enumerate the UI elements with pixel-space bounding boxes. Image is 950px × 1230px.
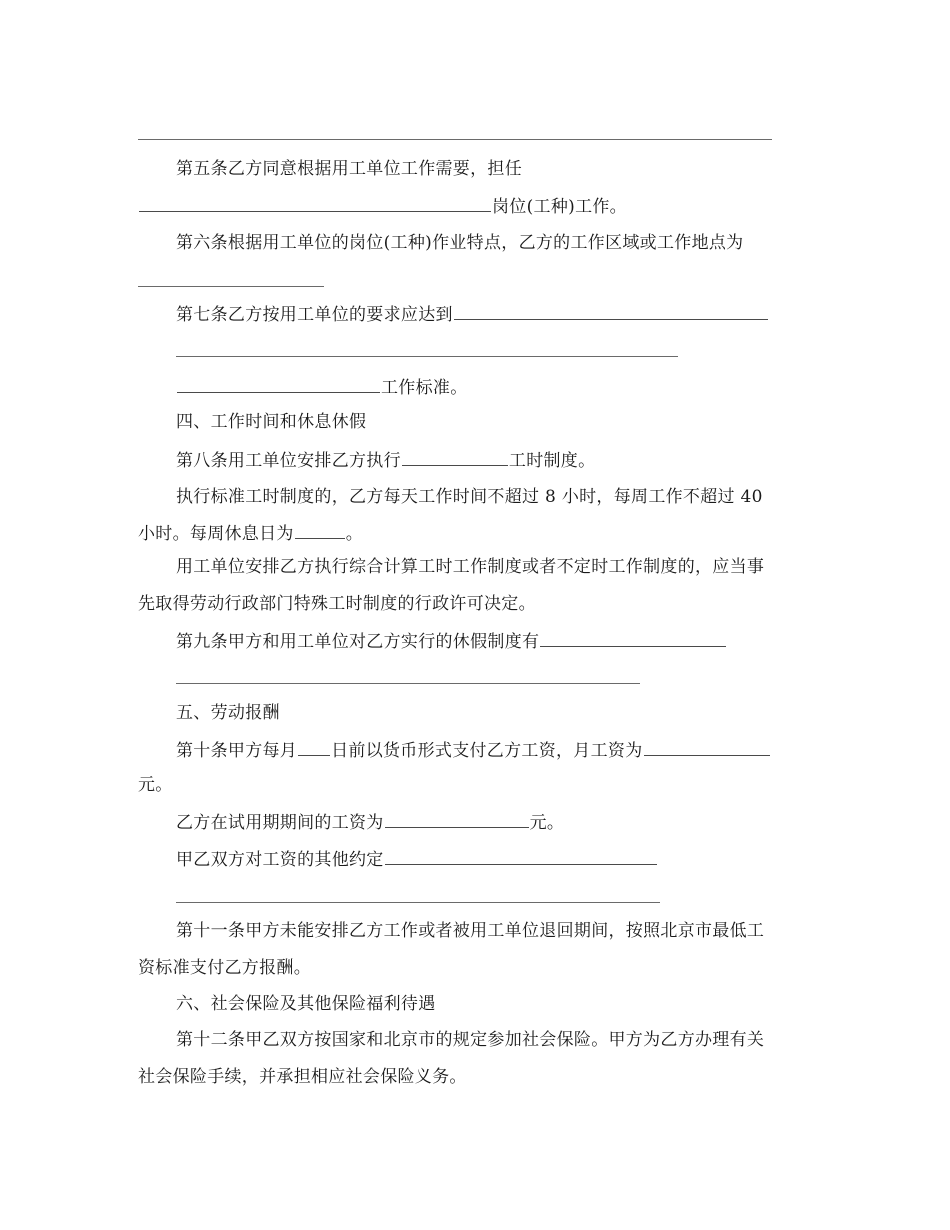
fill-in-rule — [138, 286, 324, 287]
fill-in-rule — [176, 356, 678, 357]
fill-in-blank — [385, 848, 657, 865]
article-10-line-2: 元。 — [138, 775, 173, 795]
article-10-line-1 — [176, 739, 771, 762]
article-7-line-1 — [176, 303, 769, 326]
fill-in-rule — [138, 139, 772, 140]
article-5-text: 岗位(工种)工作。 — [492, 197, 627, 217]
flexible-hours-line-1: 用工单位安排乙方执行综合计算工时工作制度或者不定时工作制度的，应当事 — [176, 557, 765, 577]
article-10-text-a: 第十条甲方每月 — [176, 741, 298, 761]
standard-hours-line-2 — [138, 522, 363, 545]
other-wage-text: 甲乙双方对工资的其他约定 — [176, 850, 384, 870]
section-6-heading: 六、社会保险及其他保险福利待遇 — [176, 994, 436, 1014]
article-6-line-1: 第六条根据用工单位的岗位(工种)作业特点，乙方的工作区域或工作地点为 — [176, 233, 744, 253]
fill-in-blank — [385, 811, 529, 828]
article-9-text: 第九条甲方和用工单位对乙方实行的休假制度有 — [176, 632, 540, 652]
section-4-heading: 四、工作时间和休息休假 — [176, 412, 367, 432]
fill-in-rule — [176, 902, 660, 903]
article-8-end-text: 工时制度。 — [508, 451, 596, 471]
article-11-line-2: 资标准支付乙方报酬。 — [138, 958, 311, 978]
article-7-line-3 — [176, 376, 468, 399]
section-5-heading: 五、劳动报酬 — [176, 703, 280, 723]
fill-in-blank — [402, 449, 508, 466]
flexible-hours-line-2: 先取得劳动行政部门特殊工时制度的行政许可决定。 — [138, 594, 536, 614]
fill-in-blank — [139, 195, 491, 212]
fill-in-blank — [644, 739, 770, 756]
fill-in-blank — [540, 630, 726, 647]
article-8-text: 第八条用工单位安排乙方执行 — [176, 451, 401, 471]
article-5-line-2 — [138, 195, 627, 218]
probation-wage-line — [176, 811, 564, 834]
fill-in-blank — [298, 739, 330, 756]
standard-hours-line-1: 执行标准工时制度的，乙方每天工作时间不超过 8 小时，每周工作不超过 40 — [176, 487, 763, 507]
fill-in-blank — [454, 303, 768, 320]
other-wage-line — [176, 848, 658, 871]
probation-wage-end: 元。 — [529, 813, 565, 833]
standard-hours-end: 。 — [345, 524, 364, 544]
article-12-line-2: 社会保险手续，并承担相应社会保险义务。 — [138, 1067, 467, 1087]
article-10-text-b: 日前以货币形式支付乙方工资，月工资为 — [331, 741, 643, 761]
article-12-line-1: 第十二条甲乙双方按国家和北京市的规定参加社会保险。甲方为乙方办理有关 — [176, 1030, 765, 1050]
article-9-line-1 — [176, 630, 727, 653]
article-7-text: 第七条乙方按用工单位的要求应达到 — [176, 305, 453, 325]
probation-wage-text: 乙方在试用期期间的工资为 — [176, 813, 384, 833]
article-5-line-1: 第五条乙方同意根据用工单位工作需要，担任 — [176, 159, 522, 179]
article-7-end-text: 工作标准。 — [381, 378, 468, 398]
fill-in-blank — [177, 376, 380, 393]
fill-in-rule — [176, 683, 640, 684]
standard-hours-text: 小时。每周休息日为 — [138, 524, 294, 544]
article-8-line-1 — [176, 449, 595, 472]
article-11-line-1: 第十一条甲方未能安排乙方工作或者被用工单位退回期间，按照北京市最低工 — [176, 921, 765, 941]
fill-in-blank — [295, 522, 345, 539]
